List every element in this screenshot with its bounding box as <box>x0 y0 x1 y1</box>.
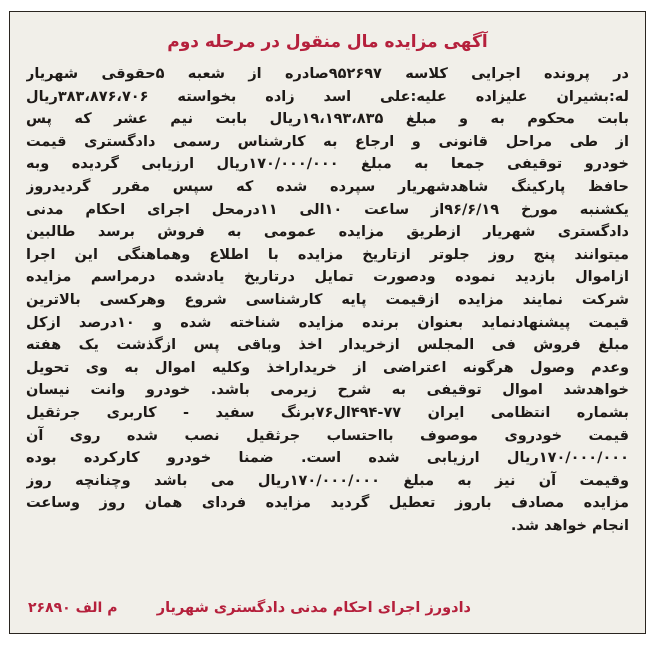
notice-line: خودرو توقیفی جمعا به مبلغ ۱۷۰/۰۰۰/۰۰۰ریال ارزیابی گردیده وبه <box>26 156 629 173</box>
notice-line: قیمت خودروی موصوف بااحتساب جرثقیل نصب شده روی آن <box>26 427 629 444</box>
notice-line: له:بشیران علیزاده علیه:علی اسد زاده بخواسته ۳۸۳،۸۷۶،۷۰۶ریال <box>26 88 629 105</box>
notice-title: آگهی مزایده مال منقول در مرحله دوم <box>167 32 488 52</box>
notice-line: از طی مراحل قانونی و ارجاع به کارشناس رسمی دادگستری قیمت <box>26 133 629 150</box>
notice-line: مزایده مصادف باروز تعطیل گردید مزایده فردای همان روز وساعت <box>26 495 629 512</box>
notice-line: وقیمت آن نیز به مبلغ ۱۷۰/۰۰۰/۰۰۰ریال می باشد وچنانچه روز <box>26 472 629 489</box>
notice-reference-code: م الف ۲۶۸۹۰ <box>28 600 118 616</box>
notice-line: قیمت پیشنهادنماید بعنوان برنده مزایده شناخته شده و ۱۰درصد ازکل <box>26 314 629 331</box>
notice-line: خواهدشد اموال توقیفی به شرح زیرمی باشد. خودرو وانت نیسان <box>26 382 629 399</box>
notice-line: مبلغ فروش فی المجلس ازخریدار اخذ وباقی پس ازگذشت یک هفته <box>26 337 629 354</box>
notice-line: در پرونده اجرایی کلاسه ۹۵۲۶۹۷صادره از شعبه ۵حقوقی شهریار <box>26 66 629 82</box>
notice-line: بشماره انتظامی ایران ۷۷-۴۹۴ال۷۶برنگ سفید - کاربری جرثقیل <box>26 404 629 421</box>
auction-notice <box>9 11 646 634</box>
notice-line: دادگستری شهریار ازطریق مزایده عمومی به فروش برسد طالبین <box>26 224 629 241</box>
notice-line: شرکت نمایند مزایده ازقیمت پایه کارشناسی شروع وهرکسی بالاترین <box>26 291 629 308</box>
issuer-signature: دادورز اجرای احکام مدنی دادگستری شهریار <box>156 600 471 616</box>
notice-footer <box>24 597 631 621</box>
notice-line: میتوانند پنج روز جلوتر ازتاریخ مزایده با اطلاع وهماهنگی این اجرا <box>26 246 629 263</box>
notice-line: انجام خواهد شد. <box>510 517 629 534</box>
notice-body <box>26 63 629 537</box>
notice-line: ۱۷۰/۰۰۰/۰۰۰ریال ارزیابی شده است. ضمنا خودرو کارکرده بوده <box>26 450 629 467</box>
notice-line: ازاموال بازدید نموده ودصورت تمایل درتاریخ یادشده درمراسم مزایده <box>26 269 629 286</box>
notice-line: حافظ پارکینگ شاهدشهریار سپرده شده که سپس مقرر گردیدروز <box>26 178 629 195</box>
notice-line: بابت محکوم به و مبلغ ۱۹،۱۹۳،۸۳۵ریال بابت نیم عشر که پس <box>26 111 629 128</box>
notice-line: یکشنبه مورخ ۹۶/۶/۱۹از ساعت ۱۰الی ۱۱درمحل اجرای احکام مدنی <box>26 201 629 218</box>
notice-line: وعدم وصول هرگونه اعتراضی از خریداراخذ وکلیه اموال به وی تحویل <box>26 359 629 376</box>
